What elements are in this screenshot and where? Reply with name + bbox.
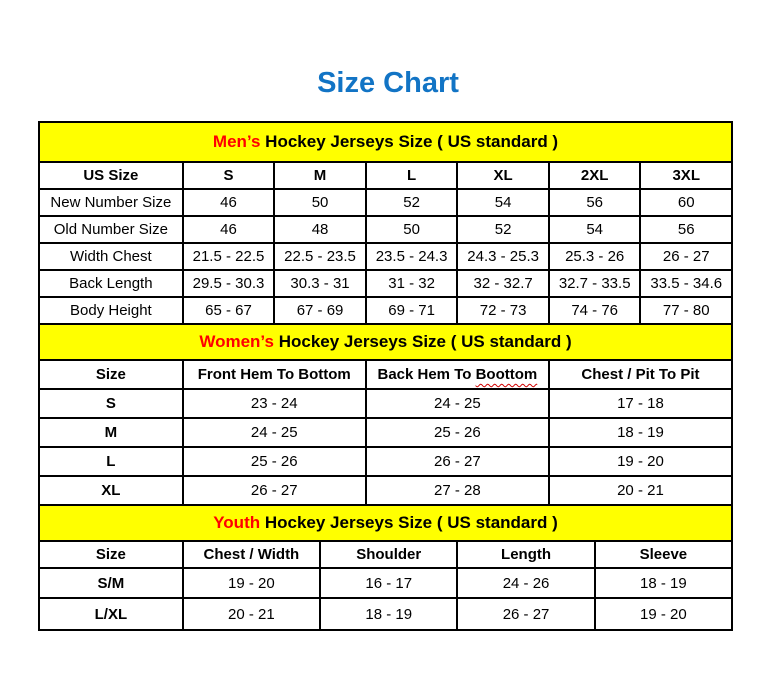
data-cell: 23 - 24 <box>184 390 367 419</box>
row-label: L <box>40 448 184 477</box>
youth-col-sleeve: Sleeve <box>596 542 731 569</box>
data-cell: 18 - 19 <box>550 419 731 448</box>
data-cell: 24 - 25 <box>367 390 550 419</box>
data-cell: 74 - 76 <box>550 298 642 325</box>
data-cell: 23.5 - 24.3 <box>367 244 459 271</box>
data-cell: 50 <box>367 217 459 244</box>
youth-section-header-rest: Hockey Jerseys Size ( US standard ) <box>260 513 558 532</box>
data-cell: 26 - 27 <box>641 244 731 271</box>
men-section-header-rest: Hockey Jerseys Size ( US standard ) <box>260 132 559 151</box>
data-cell: 33.5 - 34.6 <box>641 271 731 298</box>
youth-section-header <box>40 506 731 542</box>
data-cell: 52 <box>458 217 550 244</box>
women-row-s <box>40 390 731 419</box>
data-cell: 24 - 25 <box>184 419 367 448</box>
data-cell: 20 - 21 <box>550 477 731 506</box>
men-row-back-length <box>40 271 731 298</box>
data-cell: 24 - 26 <box>458 569 595 599</box>
data-cell: 27 - 28 <box>367 477 550 506</box>
page-title: Size Chart <box>317 67 459 99</box>
men-col-m: M <box>275 163 367 190</box>
data-cell: 60 <box>641 190 731 217</box>
women-section-header <box>40 325 731 361</box>
women-row-l <box>40 448 731 477</box>
back-hem-label-prefix: Back Hem To <box>377 366 476 383</box>
data-cell: 17 - 18 <box>550 390 731 419</box>
data-cell: 50 <box>275 190 367 217</box>
men-section-header <box>40 123 731 163</box>
women-col-back-hem <box>367 361 550 390</box>
data-cell: 46 <box>184 217 276 244</box>
row-label: XL <box>40 477 184 506</box>
data-cell: 19 - 20 <box>640 605 687 623</box>
youth-col-chest-width: Chest / Width <box>184 542 321 569</box>
men-col-s: S <box>184 163 276 190</box>
data-cell: 26 - 27 <box>367 448 550 477</box>
data-cell: 69 - 71 <box>367 298 459 325</box>
row-label: S/M <box>40 569 184 599</box>
women-section-header-red-word: Women’s <box>199 332 274 351</box>
women-section-header-rest: Hockey Jerseys Size ( US standard ) <box>273 332 572 351</box>
youth-col-size: Size <box>40 542 184 569</box>
row-label: S <box>40 390 184 419</box>
women-column-header-row <box>40 361 731 390</box>
data-cell: 67 - 69 <box>275 298 367 325</box>
row-label: L/XL <box>40 599 184 629</box>
men-col-xl: XL <box>458 163 550 190</box>
youth-row-sm <box>40 569 731 599</box>
row-label: Width Chest <box>40 244 184 271</box>
data-cell: 25 - 26 <box>367 419 550 448</box>
data-cell: 31 - 32 <box>367 271 459 298</box>
data-cell: 25 - 26 <box>184 448 367 477</box>
data-cell: 18 - 19 <box>596 569 731 599</box>
data-cell: 21.5 - 22.5 <box>184 244 276 271</box>
data-cell: 26 - 27 <box>184 477 367 506</box>
youth-col-shoulder: Shoulder <box>321 542 458 569</box>
women-col-size: Size <box>40 361 184 390</box>
data-cell: 16 - 17 <box>321 569 458 599</box>
youth-column-header-row <box>40 542 731 569</box>
data-cell: 65 - 67 <box>184 298 276 325</box>
data-cell: 18 - 19 <box>321 599 458 629</box>
youth-section-header-red-word: Youth <box>213 513 261 532</box>
data-cell: 54 <box>550 217 642 244</box>
data-cell: 22.5 - 23.5 <box>275 244 367 271</box>
data-cell: 19 - 20 <box>550 448 731 477</box>
youth-col-length: Length <box>458 542 595 569</box>
data-cell: 72 - 73 <box>458 298 550 325</box>
row-label: Body Height <box>40 298 184 325</box>
men-col-l: L <box>367 163 459 190</box>
data-cell: 32 - 32.7 <box>458 271 550 298</box>
men-section-header-red-word: Men’s <box>212 132 261 151</box>
data-cell: 52 <box>367 190 459 217</box>
data-cell: 77 - 80 <box>641 298 731 325</box>
data-cell: 56 <box>641 217 731 244</box>
men-row-new-number-size <box>40 190 731 217</box>
data-cell: 25.3 - 26 <box>550 244 642 271</box>
women-col-chest-pit: Chest / Pit To Pit <box>550 361 731 390</box>
data-cell: 19 - 20 <box>184 569 321 599</box>
data-cell: 54 <box>458 190 550 217</box>
data-cell: 26 - 27 <box>458 599 595 629</box>
men-col-us-size: US Size <box>40 163 184 190</box>
row-label: New Number Size <box>40 190 184 217</box>
data-cell: 29.5 - 30.3 <box>184 271 276 298</box>
men-col-2xl: 2XL <box>550 163 642 190</box>
data-cell: 20 - 21 <box>184 599 321 629</box>
data-cell: 30.3 - 31 <box>275 271 367 298</box>
back-hem-misspelled-word: Boottom <box>475 366 538 383</box>
row-label: Old Number Size <box>40 217 184 244</box>
men-column-header-row <box>40 163 731 190</box>
row-label: M <box>40 419 184 448</box>
data-cell: 24.3 - 25.3 <box>458 244 550 271</box>
men-col-3xl: 3XL <box>641 163 731 190</box>
youth-row-lxl <box>40 599 731 629</box>
data-cell: 32.7 - 33.5 <box>550 271 642 298</box>
row-label: Back Length <box>40 271 184 298</box>
women-row-m <box>40 419 731 448</box>
men-row-old-number-size <box>40 217 731 244</box>
data-cell: 56 <box>550 190 642 217</box>
data-cell: 46 <box>184 190 276 217</box>
women-col-front-hem: Front Hem To Bottom <box>184 361 367 390</box>
women-row-xl <box>40 477 731 506</box>
data-cell: 48 <box>275 217 367 244</box>
men-row-width-chest <box>40 244 731 271</box>
men-row-body-height <box>40 298 731 325</box>
size-chart-table <box>38 121 733 631</box>
